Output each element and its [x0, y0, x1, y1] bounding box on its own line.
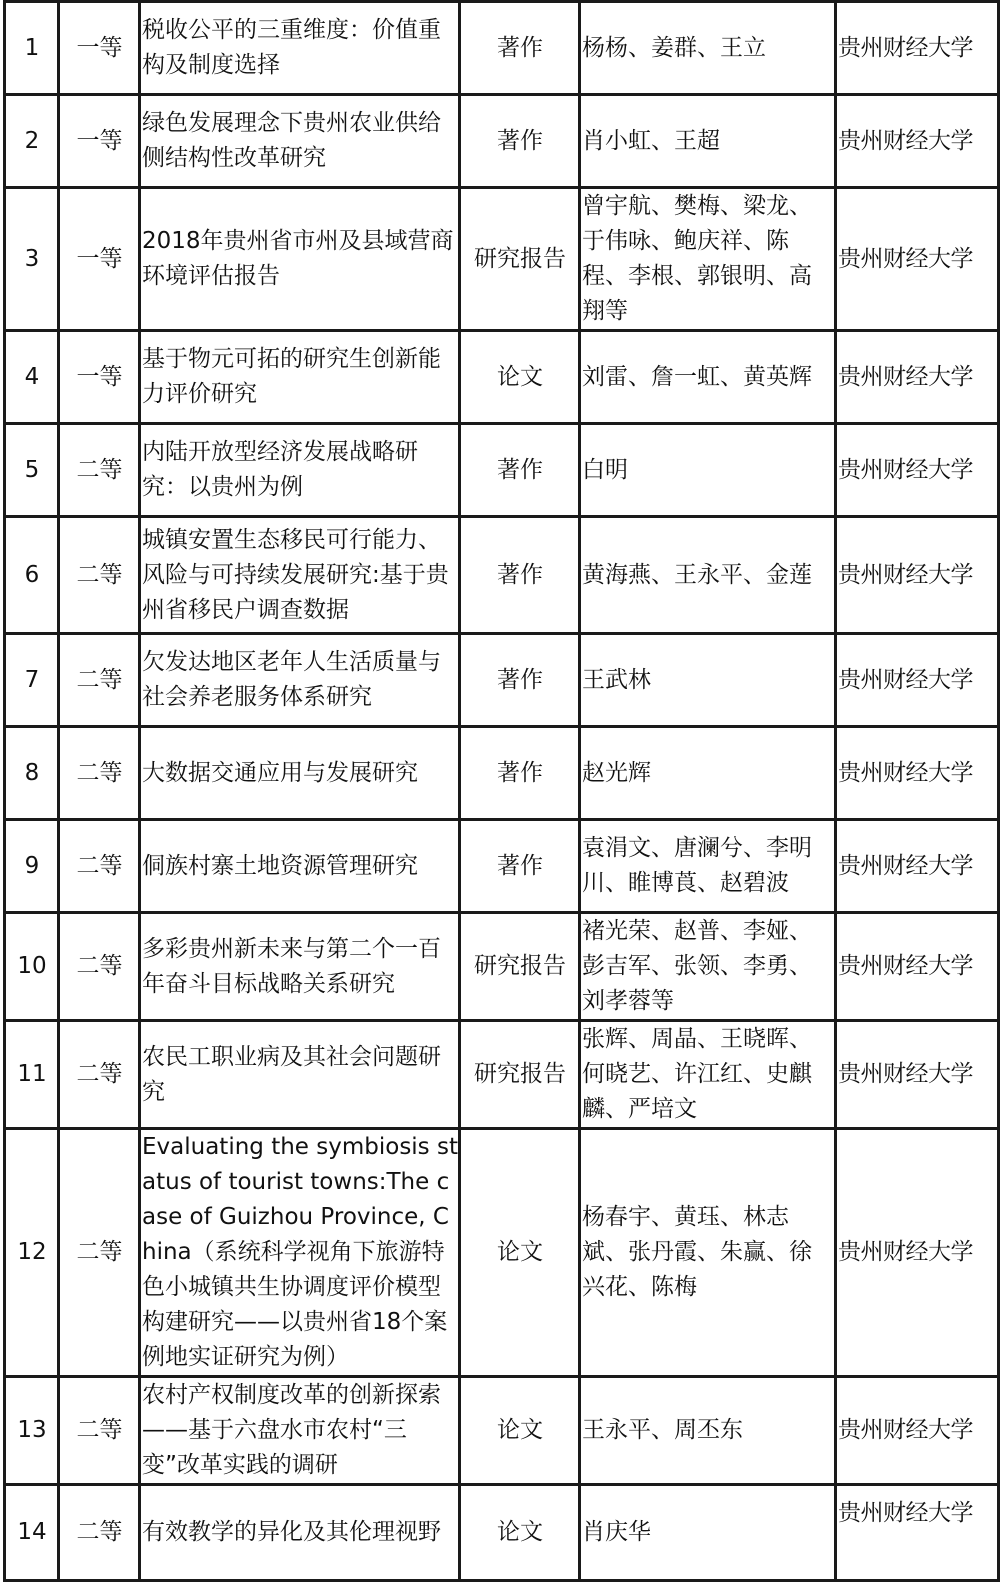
row-number: 2: [5, 95, 59, 188]
table-row: [5, 727, 999, 820]
work-title: 有效教学的异化及其伦理视野: [140, 1485, 460, 1581]
work-authors: 杨春宇、黄珏、林志斌、张丹霞、朱赢、徐兴花、陈梅: [580, 1129, 836, 1377]
work-unit-text: 贵州财经大学: [838, 34, 973, 61]
table-row: [5, 2, 999, 95]
work-unit: [836, 95, 999, 188]
work-type: 研究报告: [460, 1021, 580, 1129]
table-row: [5, 913, 999, 1021]
work-unit-text: 贵州财经大学: [838, 1500, 973, 1526]
work-authors: 袁涓文、唐澜兮、李明川、睢博莨、赵碧波: [580, 820, 836, 913]
work-unit-text: 贵州财经大学: [838, 666, 973, 693]
work-unit-text: 贵州财经大学: [838, 561, 973, 588]
work-unit: [836, 188, 999, 331]
work-unit-text: 贵州财经大学: [838, 245, 973, 272]
work-type: 研究报告: [460, 188, 580, 331]
award-grade: 二等: [59, 1377, 140, 1485]
work-unit-text: 贵州财经大学: [838, 127, 973, 154]
work-unit-text: 贵州财经大学: [838, 953, 973, 979]
table-row: [5, 424, 999, 517]
work-unit: [836, 517, 999, 634]
table-row: [5, 1377, 999, 1485]
work-unit: [836, 1485, 999, 1581]
work-unit: [836, 1021, 999, 1129]
award-grade: 二等: [59, 634, 140, 727]
award-grade: 二等: [59, 424, 140, 517]
work-title: 2018年贵州省市州及县域营商环境评估报告: [140, 188, 460, 331]
work-type: 著作: [460, 820, 580, 913]
work-title: 侗族村寨土地资源管理研究: [140, 820, 460, 913]
work-title: 城镇安置生态移民可行能力、风险与可持续发展研究:基于贵州省移民户调查数据: [140, 517, 460, 634]
row-number: 10: [5, 913, 59, 1021]
work-unit: [836, 2, 999, 95]
award-grade: 二等: [59, 1485, 140, 1581]
work-title: 大数据交通应用与发展研究: [140, 727, 460, 820]
table-row: [5, 1021, 999, 1129]
work-unit: [836, 424, 999, 517]
work-title: 绿色发展理念下贵州农业供给侧结构性改革研究: [140, 95, 460, 188]
row-number: 3: [5, 188, 59, 331]
row-number: 7: [5, 634, 59, 727]
work-unit: [836, 913, 999, 1021]
work-type: 著作: [460, 727, 580, 820]
work-type: 著作: [460, 634, 580, 727]
work-type: 论文: [460, 1377, 580, 1485]
work-unit: [836, 331, 999, 424]
row-number: 5: [5, 424, 59, 517]
award-grade: 二等: [59, 820, 140, 913]
work-type: 著作: [460, 424, 580, 517]
work-authors: 王永平、周丕东: [580, 1377, 836, 1485]
award-grade: 二等: [59, 727, 140, 820]
row-number: 12: [5, 1129, 59, 1377]
table-row: [5, 1485, 999, 1581]
work-unit-text: 贵州财经大学: [838, 852, 973, 879]
work-authors: 王武林: [580, 634, 836, 727]
work-authors: 肖庆华: [580, 1485, 836, 1581]
work-type: 论文: [460, 1485, 580, 1581]
table-row: [5, 517, 999, 634]
work-unit: [836, 634, 999, 727]
work-title: 内陆开放型经济发展战略研究：以贵州为例: [140, 424, 460, 517]
work-title: 农村产权制度改革的创新探索——基于六盘水市农村“三变”改革实践的调研: [140, 1377, 460, 1485]
work-type: 著作: [460, 95, 580, 188]
row-number: 14: [5, 1485, 59, 1581]
work-type: 研究报告: [460, 913, 580, 1021]
award-grade: 一等: [59, 2, 140, 95]
work-authors: 黄海燕、王永平、金莲: [580, 517, 836, 634]
work-authors: 张辉、周晶、王晓晖、何晓艺、许江红、史麒麟、严培文: [580, 1021, 836, 1129]
row-number: 6: [5, 517, 59, 634]
work-type: 著作: [460, 517, 580, 634]
row-number: 1: [5, 2, 59, 95]
work-unit: [836, 1377, 999, 1485]
award-grade: 一等: [59, 188, 140, 331]
row-number: 9: [5, 820, 59, 913]
table-row: [5, 188, 999, 331]
table-row: [5, 820, 999, 913]
work-type: 著作: [460, 2, 580, 95]
work-authors: 刘雷、詹一虹、黄英辉: [580, 331, 836, 424]
award-grade: 一等: [59, 95, 140, 188]
row-number: 4: [5, 331, 59, 424]
awards-table: [3, 0, 1000, 1582]
award-grade: 二等: [59, 1129, 140, 1377]
work-authors: 赵光辉: [580, 727, 836, 820]
award-grade: 二等: [59, 517, 140, 634]
work-title: 农民工职业病及其社会问题研究: [140, 1021, 460, 1129]
row-number: 11: [5, 1021, 59, 1129]
work-title: 税收公平的三重维度：价值重构及制度选择: [140, 2, 460, 95]
work-authors: 白明: [580, 424, 836, 517]
work-unit: [836, 1129, 999, 1377]
work-unit-text: 贵州财经大学: [838, 363, 973, 390]
work-unit-text: 贵州财经大学: [838, 1061, 973, 1087]
work-authors: 曾宇航、樊梅、梁龙、于伟咏、鲍庆祥、陈程、李根、郭银明、高翔等: [580, 188, 836, 331]
work-title: 多彩贵州新未来与第二个一百年奋斗目标战略关系研究: [140, 913, 460, 1021]
work-authors: 褚光荣、赵普、李娅、彭吉军、张领、李勇、刘孝蓉等: [580, 913, 836, 1021]
work-unit: [836, 727, 999, 820]
award-grade: 二等: [59, 1021, 140, 1129]
work-unit-text: 贵州财经大学: [838, 1239, 973, 1265]
work-type: 论文: [460, 1129, 580, 1377]
work-title: 欠发达地区老年人生活质量与社会养老服务体系研究: [140, 634, 460, 727]
award-grade: 二等: [59, 913, 140, 1021]
work-unit-text: 贵州财经大学: [838, 759, 973, 786]
work-unit-text: 贵州财经大学: [838, 456, 973, 483]
table-row: [5, 331, 999, 424]
award-grade: 一等: [59, 331, 140, 424]
work-unit-text: 贵州财经大学: [838, 1417, 973, 1443]
work-title: Evaluating the symbiosis status of tourist towns:The case of Guizhou Province, China（系统科学视角下旅游特色小城镇共生协调度评价模型构建研究——以贵州省18个案例地实证研究为例）: [140, 1129, 460, 1377]
work-unit: [836, 820, 999, 913]
table-row: [5, 95, 999, 188]
row-number: 13: [5, 1377, 59, 1485]
work-authors: 杨杨、姜群、王立: [580, 2, 836, 95]
work-type: 论文: [460, 331, 580, 424]
table-row: [5, 1129, 999, 1377]
table-row: [5, 634, 999, 727]
work-authors: 肖小虹、王超: [580, 95, 836, 188]
work-title: 基于物元可拓的研究生创新能力评价研究: [140, 331, 460, 424]
row-number: 8: [5, 727, 59, 820]
